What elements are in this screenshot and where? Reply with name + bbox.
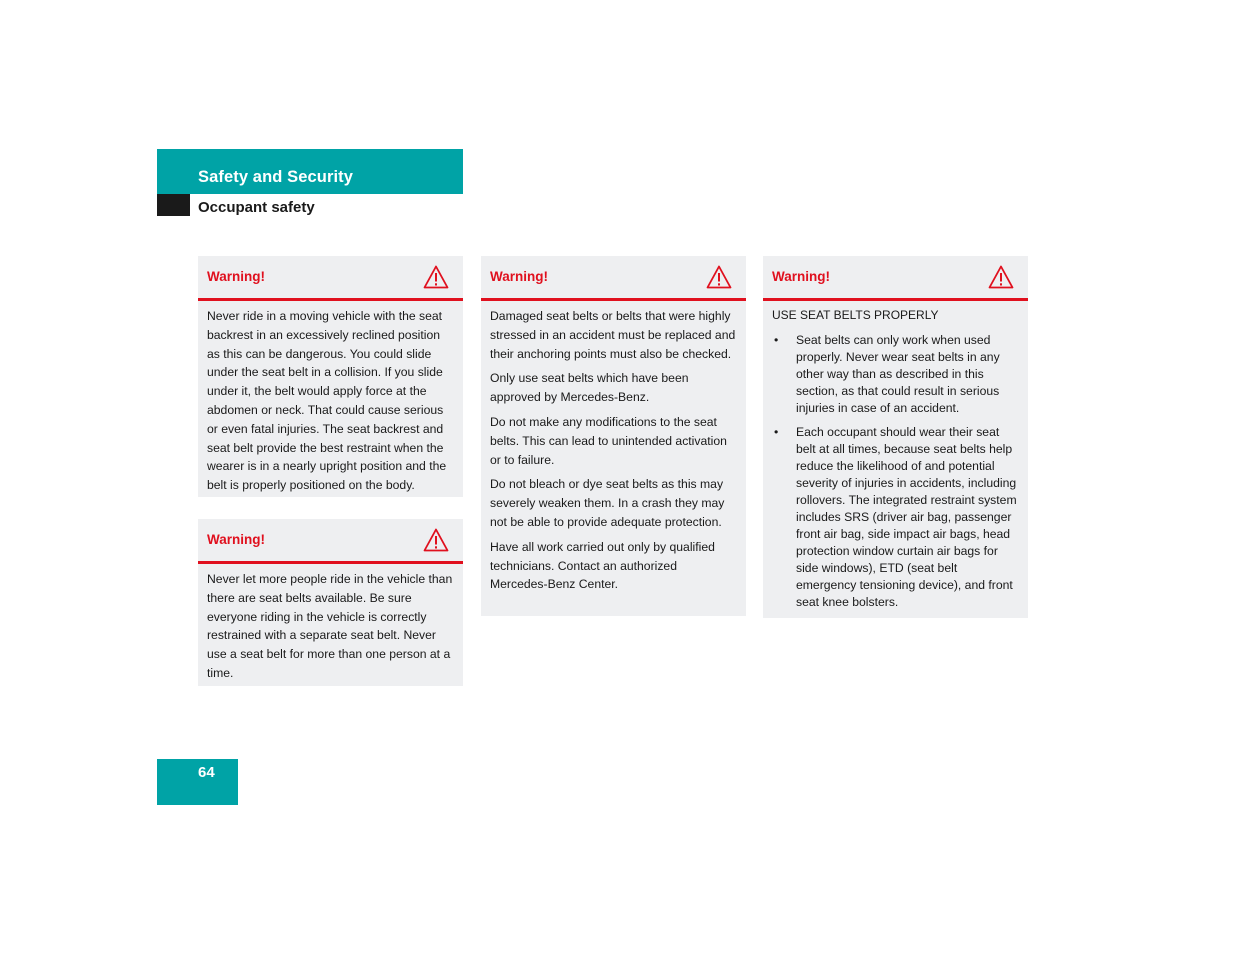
list-item (772, 424, 1018, 611)
list-item-text: Each occupant should wear their seat belt at all times, because seat belts help reduce the likelihood of and potential severity of injuries in accidents, including rollovers. The integrated restraint system includes SRS (driver air bag, passenger front air bag, side impact air bags, head protection window curtain air bags for side windows), ETD (seat belt emergency tensioning device), and front seat knee bolsters. (796, 425, 1017, 609)
warning-box-occupants (198, 519, 463, 686)
warning-paragraph: Never let more people ride in the vehicle than there are seat belts available. Be sure everyone riding in the vehicle is correctly restrained with a separate seat belt. Never use a seat belt for more than one person at a time. (207, 572, 453, 680)
warning-box-damaged-belts (481, 256, 746, 616)
warning-box-use-properly (763, 256, 1028, 618)
section-header-bar (157, 149, 463, 194)
list-item (772, 332, 1018, 417)
warning-paragraph: Damaged seat belts or belts that were highly stressed in an accident must be replaced and their anchoring points must also be checked. (490, 309, 736, 361)
subsection-title: Occupant safety (198, 199, 315, 216)
warning-body (481, 301, 746, 602)
warning-header (198, 256, 463, 301)
warning-label: Warning! (207, 532, 265, 547)
page-number: 64 (198, 764, 215, 781)
warning-box-backrest (198, 256, 463, 497)
subsection-marker (157, 194, 190, 216)
warning-label: Warning! (207, 269, 265, 284)
warning-header (198, 519, 463, 564)
warning-triangle-icon (988, 265, 1014, 289)
warning-header (481, 256, 746, 301)
warning-intro: USE SEAT BELTS PROPERLY (772, 308, 939, 322)
list-item-text: Seat belts can only work when used properly. Never wear seat belts in any other way than as described in this section, as that could result in serious injuries in case of an accident. (796, 333, 1000, 415)
warning-paragraph: Only use seat belts which have been approved by Mercedes-Benz. (490, 371, 689, 405)
warning-paragraph: Never ride in a moving vehicle with the seat backrest in an excessively reclined position as this can be dangerous. You could slide under the seat belt in a collision. If you slide under it, the belt would apply force at the abdomen or neck. That could cause serious or even fatal injuries. The seat backrest and seat belt provide the best restraint when the wearer is in a nearly upright position and the belt is properly positioned on the body. (207, 309, 447, 493)
warning-label: Warning! (490, 269, 548, 284)
warning-body (198, 564, 463, 691)
warning-label: Warning! (772, 269, 830, 284)
warning-triangle-icon (423, 528, 449, 552)
warning-header (763, 256, 1028, 301)
warning-triangle-icon (706, 265, 732, 289)
warning-body (763, 301, 1028, 619)
warning-paragraph: Have all work carried out only by qualified technicians. Contact an authorized Mercedes-Benz Center. (490, 539, 715, 592)
warning-triangle-icon (423, 265, 449, 289)
bullet-icon: • (774, 425, 779, 439)
bullet-icon: • (774, 333, 779, 347)
warning-paragraph: Do not make any modifications to the seat belts. This can lead to unintended activation or to failure. (490, 414, 727, 467)
warning-body (198, 301, 463, 503)
warning-paragraph: Do not bleach or dye seat belts as this may severely weaken them. In a crash they may not be able to provide adequate protection. (490, 477, 725, 529)
section-title: Safety and Security (198, 168, 354, 186)
page-number-bar (157, 759, 238, 805)
